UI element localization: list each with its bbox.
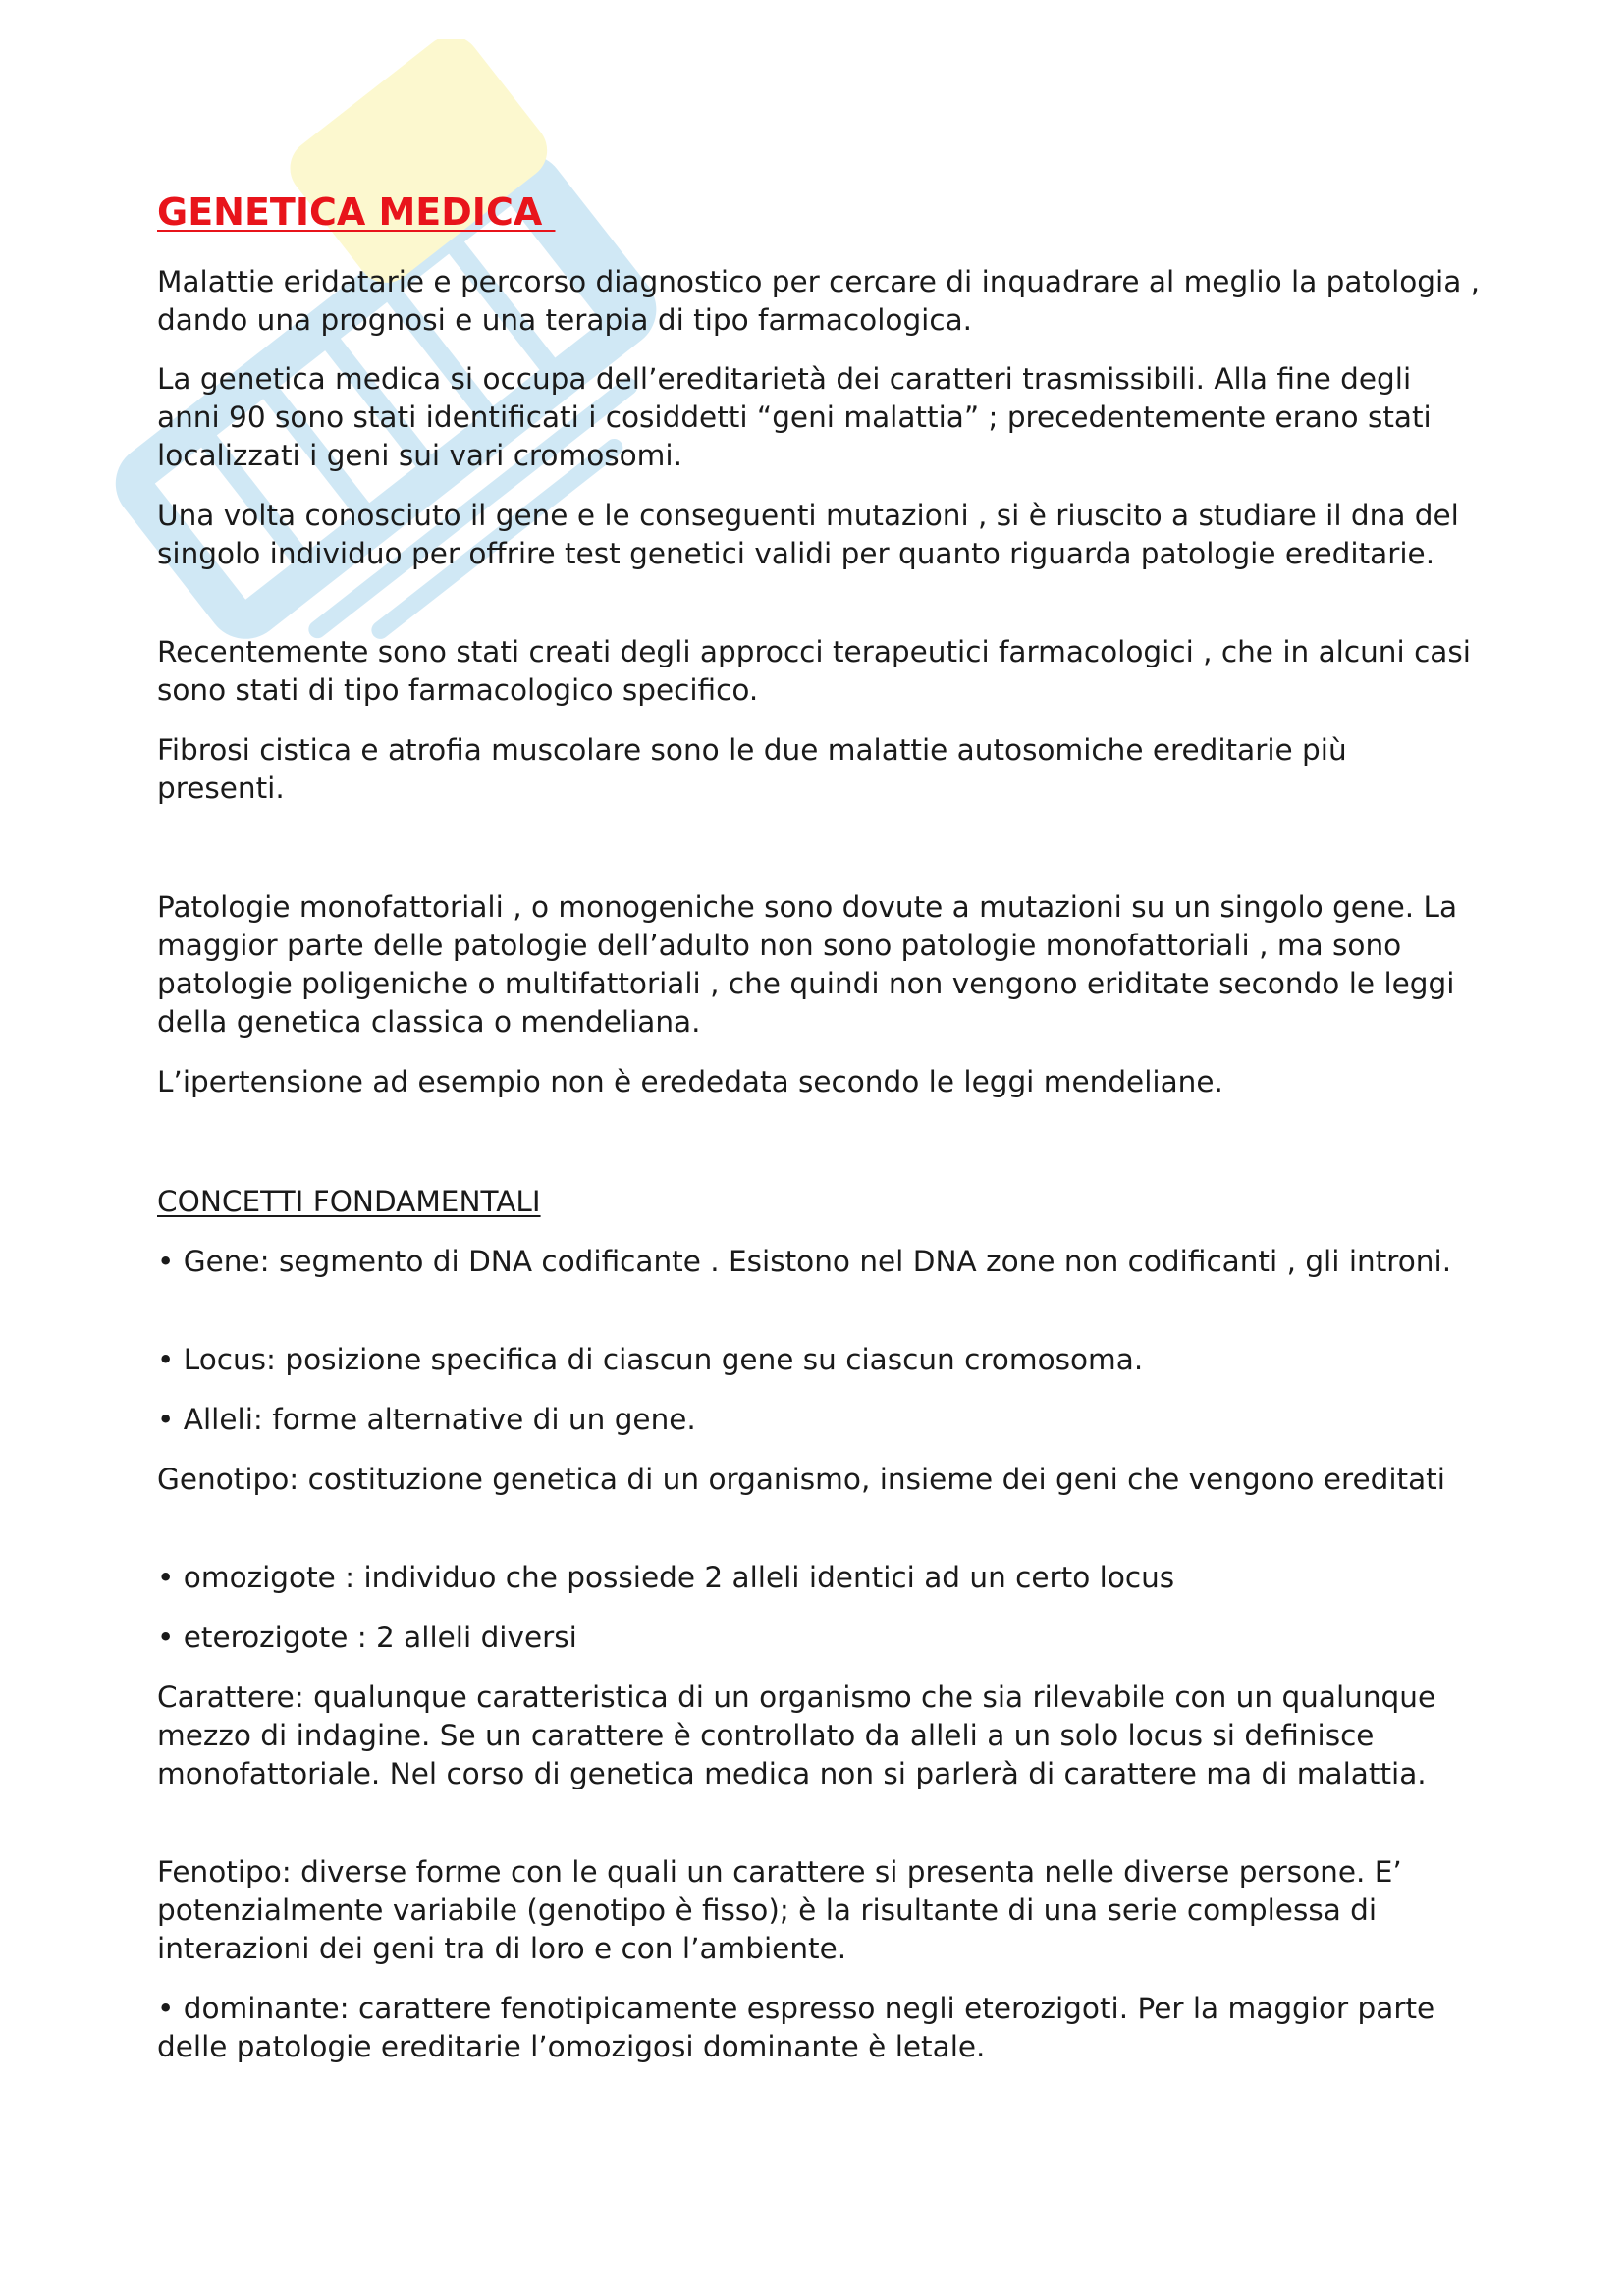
concept-alleli: • Alleli: forme alternative di un gene. — [157, 1403, 696, 1436]
paragraph-diseases: Fibrosi cistica e atrofia muscolare sono le due malattie autosomiche ereditarie più presenti. — [157, 733, 1347, 805]
concept-locus: • Locus: posizione specifica di ciascun gene su ciascun cromosoma. — [157, 1343, 1144, 1376]
concept-eterozigote: • eterozigote : 2 alleli diversi — [157, 1621, 577, 1654]
document-title: GENETICA MEDICA — [157, 190, 556, 234]
paragraph-definition: La genetica medica si occupa dell’ereditarietà dei caratteri trasmissibili. Alla fine degli anni 90 sono stati identificati i cosiddetti “geni malattia” ; precedentemente erano stati localizzati i geni sui vari cromosomi. — [157, 362, 1432, 472]
concept-fenotipo: Fenotipo: diverse forme con le quali un carattere si presenta nelle diverse persone. E’ potenzialmente variabile (genotipo è fisso); è la risultante di una serie complessa di interazioni dei geni tra di loro e con l’ambiente. — [157, 1855, 1402, 1965]
section-heading: CONCETTI FONDAMENTALI — [157, 1185, 541, 1218]
concept-carattere: Carattere: qualunque caratteristica di un organismo che sia rilevabile con un qualunque mezzo di indagine. Se un carattere è controllato da alleli a un solo locus si definisce monofattoriale. Nel corso di genetica medica non si parlerà di carattere ma di malattia. — [157, 1681, 1436, 1790]
paragraph-dna-tests: Una volta conosciuto il gene e le conseguenti mutazioni , si è riuscito a studiare il dna del singolo individuo per offrire test genetici validi per quanto riguarda patologie ereditarie. — [157, 499, 1459, 570]
concept-gene: • Gene: segmento di DNA codificante . Esistono nel DNA zone non codificanti , gli introni. — [157, 1245, 1452, 1278]
concept-genotipo: Genotipo: costituzione genetica di un organismo, insieme dei geni che vengono ereditati — [157, 1463, 1445, 1496]
paragraph-intro: Malattie eridatarie e percorso diagnostico per cercare di inquadrare al meglio la patologia , dando una prognosi e una terapia di tipo farmacologica. — [157, 265, 1481, 337]
paragraph-therapies: Recentemente sono stati creati degli approcci terapeutici farmacologici , che in alcuni casi sono stati di tipo farmacologico specifico. — [157, 635, 1471, 707]
concept-dominante: • dominante: carattere fenotipicamente espresso negli eterozigoti. Per la maggior parte delle patologie ereditarie l’omozigosi dominante è letale. — [157, 1992, 1435, 2063]
paragraph-hypertension: L’ipertensione ad esempio non è erededata secondo le leggi mendeliane. — [157, 1065, 1223, 1098]
paragraph-monofactorial: Patologie monofattoriali , o monogeniche sono dovute a mutazioni su un singolo gene. La maggior parte delle patologie dell’adulto non sono patologie monofattoriali , ma sono patologie poligeniche o multifattoriali , che quindi non vengono eriditate secondo le leggi della genetica classica o mendeliana. — [157, 890, 1458, 1039]
concept-omozigote: • omozigote : individuo che possiede 2 alleli identici ad un certo locus — [157, 1561, 1175, 1594]
